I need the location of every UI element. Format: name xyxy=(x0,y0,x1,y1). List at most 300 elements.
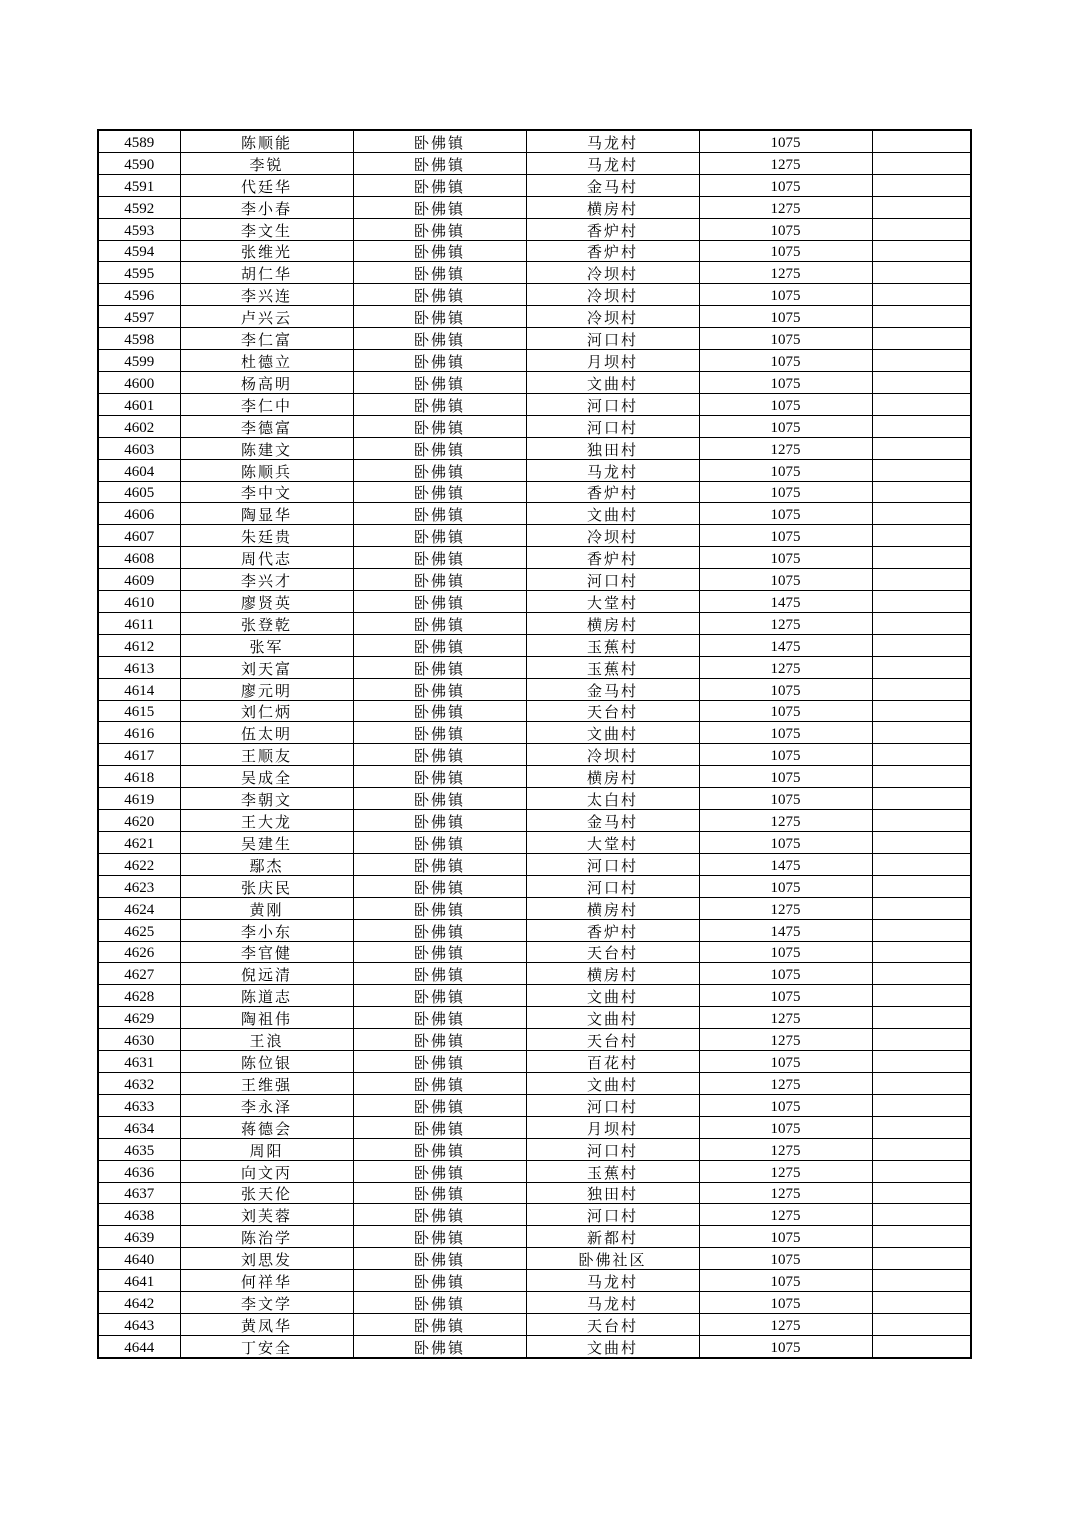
table-row xyxy=(98,612,971,634)
village-cell: 香炉村 xyxy=(526,240,699,262)
town-cell: 卧佛镇 xyxy=(353,1248,526,1270)
note-cell xyxy=(872,1292,971,1314)
town-cell: 卧佛镇 xyxy=(353,262,526,284)
amount-cell: 1475 xyxy=(699,919,872,941)
name-cell: 张军 xyxy=(180,634,353,656)
village-cell: 月坝村 xyxy=(526,1116,699,1138)
note-cell xyxy=(872,1094,971,1116)
village-cell: 河口村 xyxy=(526,1138,699,1160)
amount-cell: 1275 xyxy=(699,152,872,174)
row-number-cell: 4591 xyxy=(98,174,180,196)
row-number-cell: 4616 xyxy=(98,722,180,744)
table-row xyxy=(98,1072,971,1094)
row-number-cell: 4603 xyxy=(98,437,180,459)
name-cell: 张天伦 xyxy=(180,1182,353,1204)
table-row xyxy=(98,1313,971,1335)
row-number-cell: 4639 xyxy=(98,1226,180,1248)
name-cell: 何祥华 xyxy=(180,1270,353,1292)
village-cell: 百花村 xyxy=(526,1051,699,1073)
row-number-cell: 4606 xyxy=(98,503,180,525)
note-cell xyxy=(872,656,971,678)
name-cell: 刘仁炳 xyxy=(180,700,353,722)
village-cell: 文曲村 xyxy=(526,1335,699,1357)
table-row xyxy=(98,481,971,503)
name-cell: 廖贤英 xyxy=(180,591,353,613)
amount-cell: 1475 xyxy=(699,853,872,875)
town-cell: 卧佛镇 xyxy=(353,1029,526,1051)
village-cell: 横房村 xyxy=(526,196,699,218)
note-cell xyxy=(872,678,971,700)
name-cell: 陈建文 xyxy=(180,437,353,459)
row-number-cell: 4621 xyxy=(98,832,180,854)
table-row xyxy=(98,1116,971,1138)
village-cell: 文曲村 xyxy=(526,1007,699,1029)
amount-cell: 1075 xyxy=(699,1335,872,1357)
amount-cell: 1075 xyxy=(699,722,872,744)
row-number-cell: 4617 xyxy=(98,744,180,766)
name-cell: 伍太明 xyxy=(180,722,353,744)
amount-cell: 1075 xyxy=(699,415,872,437)
village-cell: 金马村 xyxy=(526,174,699,196)
note-cell xyxy=(872,328,971,350)
village-cell: 香炉村 xyxy=(526,481,699,503)
town-cell: 卧佛镇 xyxy=(353,1072,526,1094)
village-cell: 太白村 xyxy=(526,788,699,810)
name-cell: 黄刚 xyxy=(180,897,353,919)
table-row xyxy=(98,284,971,306)
note-cell xyxy=(872,415,971,437)
name-cell: 向文丙 xyxy=(180,1160,353,1182)
village-cell: 河口村 xyxy=(526,1204,699,1226)
name-cell: 王维强 xyxy=(180,1072,353,1094)
town-cell: 卧佛镇 xyxy=(353,1335,526,1357)
town-cell: 卧佛镇 xyxy=(353,1226,526,1248)
town-cell: 卧佛镇 xyxy=(353,569,526,591)
row-number-cell: 4644 xyxy=(98,1335,180,1357)
table-row xyxy=(98,569,971,591)
amount-cell: 1075 xyxy=(699,1226,872,1248)
town-cell: 卧佛镇 xyxy=(353,810,526,832)
table-row xyxy=(98,1160,971,1182)
name-cell: 张庆民 xyxy=(180,875,353,897)
row-number-cell: 4636 xyxy=(98,1160,180,1182)
name-cell: 李文生 xyxy=(180,218,353,240)
row-number-cell: 4597 xyxy=(98,306,180,328)
amount-cell: 1275 xyxy=(699,437,872,459)
row-number-cell: 4594 xyxy=(98,240,180,262)
village-cell: 天台村 xyxy=(526,941,699,963)
town-cell: 卧佛镇 xyxy=(353,919,526,941)
note-cell xyxy=(872,284,971,306)
name-cell: 王大龙 xyxy=(180,810,353,832)
table-row xyxy=(98,897,971,919)
town-cell: 卧佛镇 xyxy=(353,700,526,722)
amount-cell: 1075 xyxy=(699,941,872,963)
amount-cell: 1075 xyxy=(699,1116,872,1138)
row-number-cell: 4598 xyxy=(98,328,180,350)
row-number-cell: 4630 xyxy=(98,1029,180,1051)
table-row xyxy=(98,1138,971,1160)
name-cell: 陶显华 xyxy=(180,503,353,525)
note-cell xyxy=(872,612,971,634)
amount-cell: 1275 xyxy=(699,1138,872,1160)
table-row xyxy=(98,591,971,613)
name-cell: 李文学 xyxy=(180,1292,353,1314)
name-cell: 丁安全 xyxy=(180,1335,353,1357)
town-cell: 卧佛镇 xyxy=(353,985,526,1007)
table-row xyxy=(98,853,971,875)
amount-cell: 1275 xyxy=(699,262,872,284)
name-cell: 卢兴云 xyxy=(180,306,353,328)
table-row xyxy=(98,1270,971,1292)
note-cell xyxy=(872,1335,971,1357)
table-row xyxy=(98,788,971,810)
town-cell: 卧佛镇 xyxy=(353,1160,526,1182)
amount-cell: 1075 xyxy=(699,547,872,569)
town-cell: 卧佛镇 xyxy=(353,459,526,481)
village-cell: 独田村 xyxy=(526,1182,699,1204)
row-number-cell: 4607 xyxy=(98,525,180,547)
town-cell: 卧佛镇 xyxy=(353,218,526,240)
amount-cell: 1075 xyxy=(699,503,872,525)
name-cell: 黄凤华 xyxy=(180,1313,353,1335)
row-number-cell: 4622 xyxy=(98,853,180,875)
town-cell: 卧佛镇 xyxy=(353,1051,526,1073)
town-cell: 卧佛镇 xyxy=(353,591,526,613)
note-cell xyxy=(872,174,971,196)
row-number-cell: 4638 xyxy=(98,1204,180,1226)
village-cell: 独田村 xyxy=(526,437,699,459)
town-cell: 卧佛镇 xyxy=(353,196,526,218)
table-row xyxy=(98,1051,971,1073)
table-row xyxy=(98,152,971,174)
town-cell: 卧佛镇 xyxy=(353,371,526,393)
village-cell: 玉蕉村 xyxy=(526,1160,699,1182)
note-cell xyxy=(872,1270,971,1292)
village-cell: 文曲村 xyxy=(526,371,699,393)
town-cell: 卧佛镇 xyxy=(353,1270,526,1292)
amount-cell: 1475 xyxy=(699,591,872,613)
row-number-cell: 4593 xyxy=(98,218,180,240)
table-row xyxy=(98,1029,971,1051)
town-cell: 卧佛镇 xyxy=(353,1094,526,1116)
name-cell: 张登乾 xyxy=(180,612,353,634)
town-cell: 卧佛镇 xyxy=(353,152,526,174)
name-cell: 代廷华 xyxy=(180,174,353,196)
note-cell xyxy=(872,700,971,722)
note-cell xyxy=(872,262,971,284)
village-cell: 河口村 xyxy=(526,415,699,437)
name-cell: 李朝文 xyxy=(180,788,353,810)
table-row xyxy=(98,262,971,284)
town-cell: 卧佛镇 xyxy=(353,306,526,328)
village-cell: 玉蕉村 xyxy=(526,634,699,656)
amount-cell: 1075 xyxy=(699,1270,872,1292)
amount-cell: 1075 xyxy=(699,218,872,240)
row-number-cell: 4642 xyxy=(98,1292,180,1314)
village-cell: 河口村 xyxy=(526,853,699,875)
village-cell: 香炉村 xyxy=(526,547,699,569)
table-row xyxy=(98,1226,971,1248)
row-number-cell: 4605 xyxy=(98,481,180,503)
village-cell: 冷坝村 xyxy=(526,284,699,306)
note-cell xyxy=(872,240,971,262)
note-cell xyxy=(872,766,971,788)
town-cell: 卧佛镇 xyxy=(353,503,526,525)
name-cell: 李中文 xyxy=(180,481,353,503)
note-cell xyxy=(872,832,971,854)
note-cell xyxy=(872,306,971,328)
village-cell: 河口村 xyxy=(526,393,699,415)
table-row xyxy=(98,240,971,262)
town-cell: 卧佛镇 xyxy=(353,1138,526,1160)
village-cell: 金马村 xyxy=(526,810,699,832)
note-cell xyxy=(872,1072,971,1094)
note-cell xyxy=(872,897,971,919)
row-number-cell: 4625 xyxy=(98,919,180,941)
roster-table xyxy=(97,129,972,1359)
name-cell: 李永泽 xyxy=(180,1094,353,1116)
name-cell: 王浪 xyxy=(180,1029,353,1051)
amount-cell: 1275 xyxy=(699,196,872,218)
note-cell xyxy=(872,963,971,985)
row-number-cell: 4635 xyxy=(98,1138,180,1160)
town-cell: 卧佛镇 xyxy=(353,525,526,547)
amount-cell: 1275 xyxy=(699,1160,872,1182)
row-number-cell: 4596 xyxy=(98,284,180,306)
table-row xyxy=(98,350,971,372)
table-row xyxy=(98,393,971,415)
note-cell xyxy=(872,919,971,941)
village-cell: 香炉村 xyxy=(526,218,699,240)
village-cell: 大堂村 xyxy=(526,591,699,613)
note-cell xyxy=(872,853,971,875)
village-cell: 横房村 xyxy=(526,897,699,919)
table-row xyxy=(98,218,971,240)
name-cell: 李小春 xyxy=(180,196,353,218)
note-cell xyxy=(872,1313,971,1335)
name-cell: 陈顺能 xyxy=(180,130,353,152)
town-cell: 卧佛镇 xyxy=(353,744,526,766)
name-cell: 周阳 xyxy=(180,1138,353,1160)
name-cell: 李德富 xyxy=(180,415,353,437)
village-cell: 文曲村 xyxy=(526,985,699,1007)
village-cell: 金马村 xyxy=(526,678,699,700)
note-cell xyxy=(872,1182,971,1204)
row-number-cell: 4620 xyxy=(98,810,180,832)
village-cell: 天台村 xyxy=(526,700,699,722)
note-cell xyxy=(872,481,971,503)
name-cell: 李锐 xyxy=(180,152,353,174)
note-cell xyxy=(872,1138,971,1160)
table-row xyxy=(98,547,971,569)
row-number-cell: 4629 xyxy=(98,1007,180,1029)
town-cell: 卧佛镇 xyxy=(353,393,526,415)
amount-cell: 1275 xyxy=(699,897,872,919)
amount-cell: 1475 xyxy=(699,634,872,656)
village-cell: 马龙村 xyxy=(526,1270,699,1292)
town-cell: 卧佛镇 xyxy=(353,1007,526,1029)
amount-cell: 1275 xyxy=(699,612,872,634)
amount-cell: 1075 xyxy=(699,371,872,393)
row-number-cell: 4628 xyxy=(98,985,180,1007)
table-row xyxy=(98,678,971,700)
village-cell: 横房村 xyxy=(526,766,699,788)
amount-cell: 1075 xyxy=(699,788,872,810)
row-number-cell: 4589 xyxy=(98,130,180,152)
amount-cell: 1275 xyxy=(699,656,872,678)
note-cell xyxy=(872,437,971,459)
name-cell: 杜德立 xyxy=(180,350,353,372)
village-cell: 冷坝村 xyxy=(526,306,699,328)
village-cell: 文曲村 xyxy=(526,503,699,525)
table-row xyxy=(98,437,971,459)
amount-cell: 1075 xyxy=(699,700,872,722)
amount-cell: 1275 xyxy=(699,1029,872,1051)
table-row xyxy=(98,722,971,744)
town-cell: 卧佛镇 xyxy=(353,788,526,810)
amount-cell: 1075 xyxy=(699,174,872,196)
table-row xyxy=(98,1248,971,1270)
table-row xyxy=(98,1204,971,1226)
amount-cell: 1075 xyxy=(699,393,872,415)
amount-cell: 1275 xyxy=(699,1204,872,1226)
town-cell: 卧佛镇 xyxy=(353,634,526,656)
note-cell xyxy=(872,350,971,372)
village-cell: 河口村 xyxy=(526,328,699,350)
roster-table-body xyxy=(98,130,971,1358)
note-cell xyxy=(872,722,971,744)
village-cell: 横房村 xyxy=(526,963,699,985)
row-number-cell: 4619 xyxy=(98,788,180,810)
row-number-cell: 4614 xyxy=(98,678,180,700)
name-cell: 李仁中 xyxy=(180,393,353,415)
row-number-cell: 4610 xyxy=(98,591,180,613)
village-cell: 马龙村 xyxy=(526,130,699,152)
town-cell: 卧佛镇 xyxy=(353,1313,526,1335)
name-cell: 刘芙蓉 xyxy=(180,1204,353,1226)
note-cell xyxy=(872,985,971,1007)
amount-cell: 1075 xyxy=(699,832,872,854)
table-row xyxy=(98,810,971,832)
village-cell: 大堂村 xyxy=(526,832,699,854)
village-cell: 天台村 xyxy=(526,1313,699,1335)
amount-cell: 1075 xyxy=(699,569,872,591)
note-cell xyxy=(872,218,971,240)
town-cell: 卧佛镇 xyxy=(353,481,526,503)
note-cell xyxy=(872,941,971,963)
note-cell xyxy=(872,591,971,613)
village-cell: 月坝村 xyxy=(526,350,699,372)
name-cell: 廖元明 xyxy=(180,678,353,700)
village-cell: 冷坝村 xyxy=(526,744,699,766)
table-row xyxy=(98,1335,971,1357)
amount-cell: 1075 xyxy=(699,766,872,788)
amount-cell: 1075 xyxy=(699,875,872,897)
table-row xyxy=(98,174,971,196)
table-row xyxy=(98,744,971,766)
village-cell: 香炉村 xyxy=(526,919,699,941)
amount-cell: 1075 xyxy=(699,963,872,985)
town-cell: 卧佛镇 xyxy=(353,766,526,788)
row-number-cell: 4592 xyxy=(98,196,180,218)
village-cell: 河口村 xyxy=(526,569,699,591)
name-cell: 倪远清 xyxy=(180,963,353,985)
amount-cell: 1075 xyxy=(699,328,872,350)
name-cell: 鄢杰 xyxy=(180,853,353,875)
table-row xyxy=(98,328,971,350)
town-cell: 卧佛镇 xyxy=(353,130,526,152)
name-cell: 朱廷贵 xyxy=(180,525,353,547)
amount-cell: 1275 xyxy=(699,1182,872,1204)
amount-cell: 1075 xyxy=(699,240,872,262)
name-cell: 陈顺兵 xyxy=(180,459,353,481)
name-cell: 吴成全 xyxy=(180,766,353,788)
village-cell: 天台村 xyxy=(526,1029,699,1051)
note-cell xyxy=(872,1204,971,1226)
town-cell: 卧佛镇 xyxy=(353,1116,526,1138)
town-cell: 卧佛镇 xyxy=(353,1204,526,1226)
table-row xyxy=(98,919,971,941)
row-number-cell: 4626 xyxy=(98,941,180,963)
amount-cell: 1075 xyxy=(699,130,872,152)
town-cell: 卧佛镇 xyxy=(353,832,526,854)
amount-cell: 1075 xyxy=(699,481,872,503)
town-cell: 卧佛镇 xyxy=(353,875,526,897)
name-cell: 周代志 xyxy=(180,547,353,569)
village-cell: 玉蕉村 xyxy=(526,656,699,678)
amount-cell: 1275 xyxy=(699,1313,872,1335)
name-cell: 杨高明 xyxy=(180,371,353,393)
village-cell: 新都村 xyxy=(526,1226,699,1248)
name-cell: 王顺友 xyxy=(180,744,353,766)
row-number-cell: 4613 xyxy=(98,656,180,678)
amount-cell: 1075 xyxy=(699,306,872,328)
table-row xyxy=(98,656,971,678)
table-row xyxy=(98,766,971,788)
town-cell: 卧佛镇 xyxy=(353,350,526,372)
town-cell: 卧佛镇 xyxy=(353,437,526,459)
note-cell xyxy=(872,196,971,218)
village-cell: 卧佛社区 xyxy=(526,1248,699,1270)
name-cell: 李小东 xyxy=(180,919,353,941)
row-number-cell: 4590 xyxy=(98,152,180,174)
town-cell: 卧佛镇 xyxy=(353,240,526,262)
village-cell: 马龙村 xyxy=(526,1292,699,1314)
town-cell: 卧佛镇 xyxy=(353,174,526,196)
row-number-cell: 4627 xyxy=(98,963,180,985)
name-cell: 胡仁华 xyxy=(180,262,353,284)
table-row xyxy=(98,196,971,218)
row-number-cell: 4624 xyxy=(98,897,180,919)
note-cell xyxy=(872,1007,971,1029)
name-cell: 李兴连 xyxy=(180,284,353,306)
table-row xyxy=(98,459,971,481)
town-cell: 卧佛镇 xyxy=(353,678,526,700)
name-cell: 陶祖伟 xyxy=(180,1007,353,1029)
table-row xyxy=(98,985,971,1007)
note-cell xyxy=(872,1226,971,1248)
note-cell xyxy=(872,1029,971,1051)
row-number-cell: 4602 xyxy=(98,415,180,437)
row-number-cell: 4640 xyxy=(98,1248,180,1270)
village-cell: 冷坝村 xyxy=(526,525,699,547)
town-cell: 卧佛镇 xyxy=(353,722,526,744)
name-cell: 陈位银 xyxy=(180,1051,353,1073)
table-row xyxy=(98,634,971,656)
town-cell: 卧佛镇 xyxy=(353,941,526,963)
row-number-cell: 4633 xyxy=(98,1094,180,1116)
